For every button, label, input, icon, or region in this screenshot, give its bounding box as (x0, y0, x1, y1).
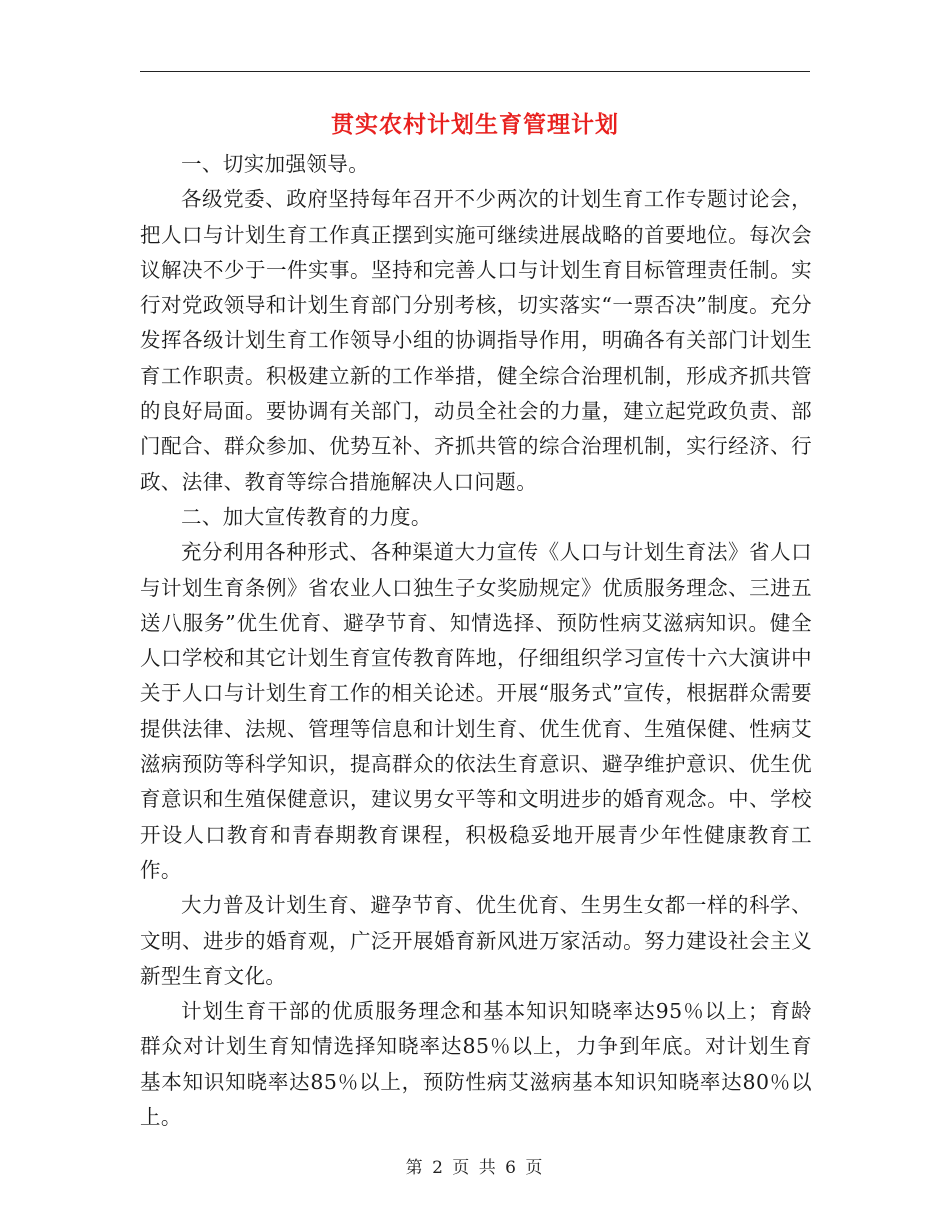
document-body (140, 147, 812, 1135)
header-rule (140, 71, 810, 72)
document-title: 贯实农村计划生育管理计划 (331, 112, 619, 138)
paragraph: 充分利用各种形式、各种渠道大力宣传《人口与计划生育法》省人口与计划生育条例》省农业人口独生子女奖励规定》优质服务理念、三进五送八服务”优生优育、避孕节育、知情选择、预防性病艾滋病知识。健全人口学校和其它计划生育宣传教育阵地，仔细组织学习宣传十六大演讲中关于人口与计划生育工作的相关论述。开展“服务式”宣传，根据群众需要提供法律、法规、管理等信息和计划生育、优生优育、生殖保健、性病艾滋病预防等科学知识，提高群众的依法生育意识、避孕维护意识、优生优育意识和生殖保健意识，建议男女平等和文明进步的婚育观念。中、学校开设人口教育和青春期教育课程，积极稳妥地开展青少年性健康教育工作。 (140, 540, 812, 882)
paragraph: 大力普及计划生育、避孕节育、优生优育、生男生女都一样的科学、文明、进步的婚育观，广泛开展婚育新风进万家活动。努力建设社会主义新型生育文化。 (140, 893, 812, 988)
paragraph: 计划生育干部的优质服务理念和基本知识知晓率达95％以上；育龄群众对计划生育知情选择知晓率达85％以上，力争到年底。对计划生育基本知识知晓率达85％以上，预防性病艾滋病基本知识知晓率达80％以上。 (140, 999, 812, 1130)
paragraph: 各级党委、政府坚持每年召开不少两次的计划生育工作专题讨论会，把人口与计划生育工作真正摆到实施可继续进展战略的首要地位。每次会议解决不少于一件实事。坚持和完善人口与计划生育目标管理责任制。实行对党政领导和计划生育部门分别考核，切实落实“一票否决”制度。充分发挥各级计划生育工作领导小组的协调指导作用，明确各有关部门计划生育工作职责。积极建立新的工作举措，健全综合治理机制，形成齐抓共管的良好局面。要协调有关部门，动员全社会的力量，建立起党政负责、部门配合、群众参加、优势互补、齐抓共管的综合治理机制，实行经济、行政、法律、教育等综合措施解决人口问题。 (140, 187, 812, 494)
paragraph-heading-2: 二、加大宣传教育的力度。 (181, 504, 432, 529)
page-number-footer: 第 2 页 共 6 页 (405, 1158, 545, 1178)
paragraph-heading-1: 一、切实加强领导。 (181, 152, 370, 176)
